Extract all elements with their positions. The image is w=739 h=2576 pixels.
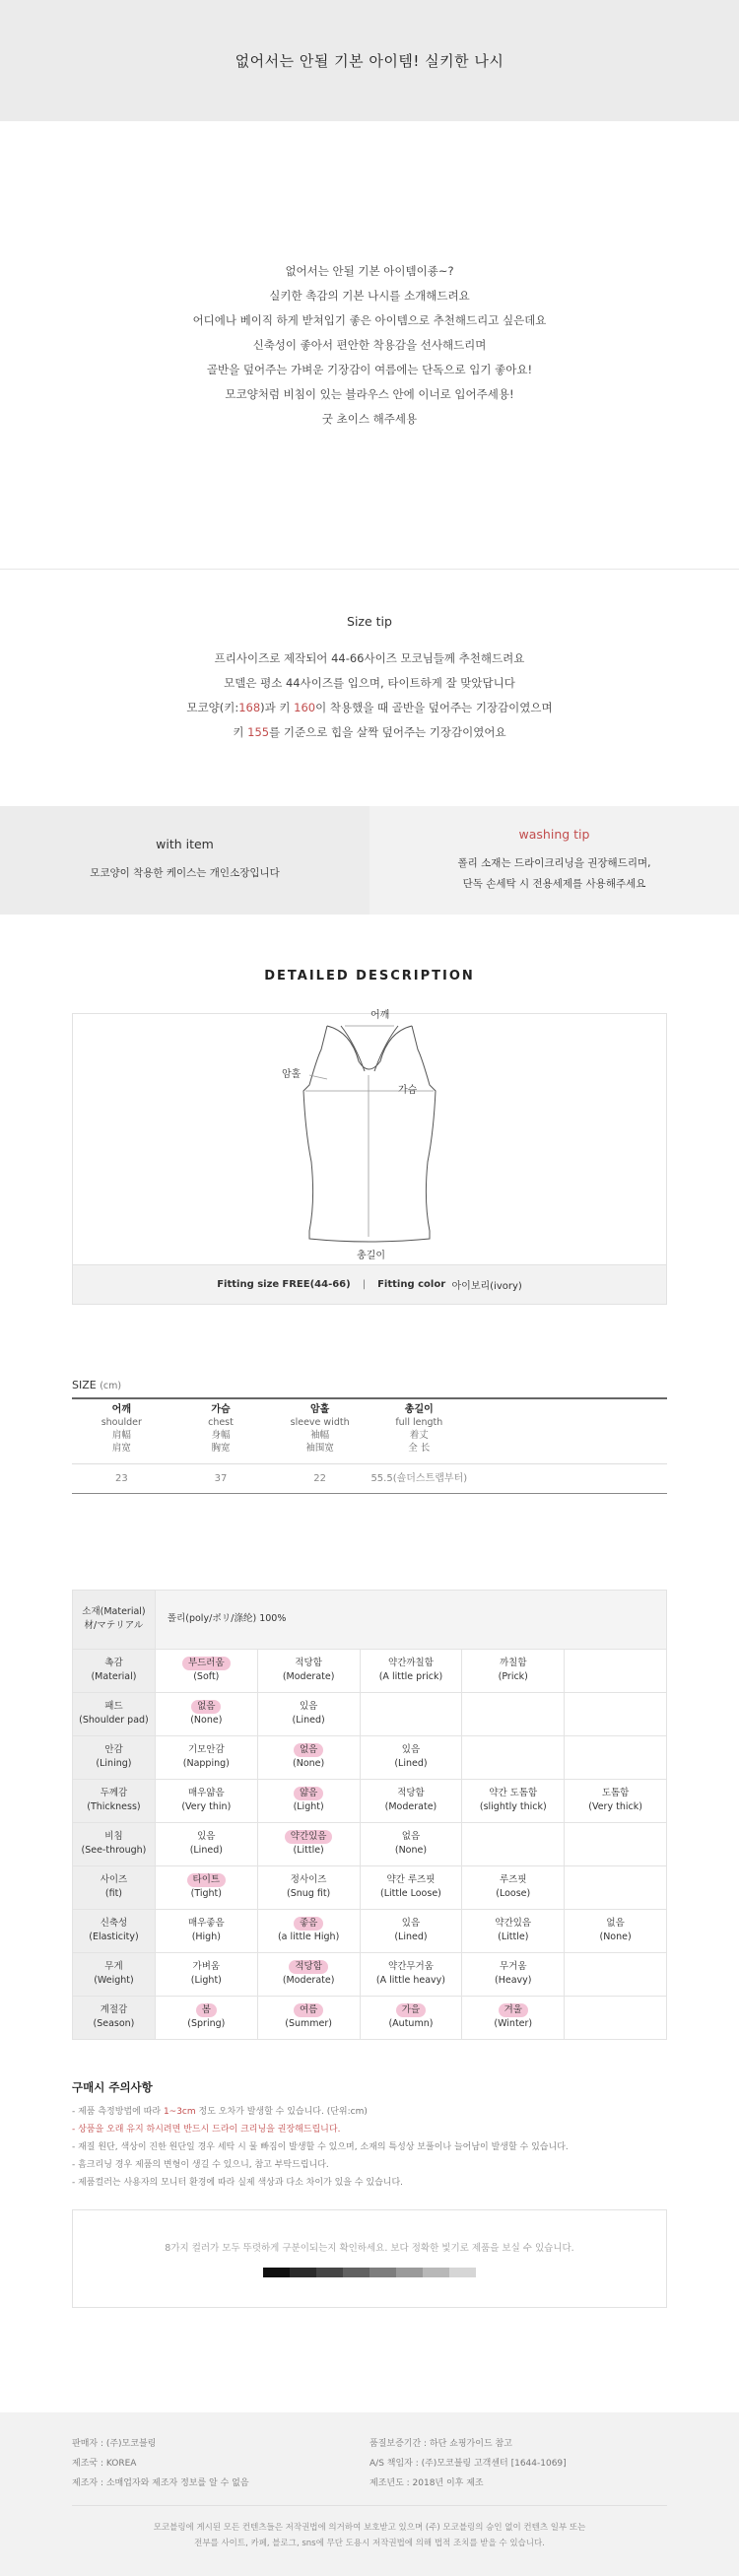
option-english: (Lined) <box>189 1845 223 1856</box>
option-cell <box>565 1909 667 1952</box>
row-label <box>73 1909 156 1952</box>
footer-info: A/S 책임자 : (주)모코블링 고객센터 [1644-1069] <box>370 2459 567 2469</box>
caution-item: - 제품컬러는 사용자의 모니터 환경에 따라 실제 색상과 다소 차이가 있을 수 있습니다. <box>72 2177 404 2188</box>
fitting-size-value: FREE(44-66) <box>282 1279 351 1290</box>
row-label <box>73 1779 156 1822</box>
size-header-cell <box>568 1398 667 1463</box>
intro-section <box>0 121 739 570</box>
size-header-ko: 어깨 <box>111 1404 131 1415</box>
option-cell <box>155 1779 257 1822</box>
color-check-note: 8가지 컬러가 모두 뚜렷하게 구분이되는지 확인하세요. 보다 정확한 빛기로 제품을 보실 수 있습니다. <box>165 2242 574 2254</box>
armhole-label: 암홀 <box>282 1069 302 1080</box>
option-cell <box>462 1649 565 1692</box>
intro-line: 없어서는 안될 기본 아이템이죵~? <box>285 263 454 278</box>
footer <box>0 2412 739 2576</box>
row-label-text: (fit) <box>104 1888 123 1899</box>
option-label: 무거움 <box>500 1961 527 1972</box>
material-label-jp: 材/マテリアル <box>84 1620 144 1631</box>
option-cell <box>565 1952 667 1996</box>
size-tip-section <box>0 570 739 806</box>
color-swatch <box>449 2268 476 2277</box>
option-english: (Tight) <box>190 1888 222 1899</box>
size-header-cell <box>171 1398 271 1463</box>
option-label: 정사이즈 <box>290 1874 327 1885</box>
option-cell <box>360 1649 462 1692</box>
size-header-ko: 가슴 <box>211 1404 231 1415</box>
color-swatch <box>263 2268 290 2277</box>
height-highlight: 160 <box>294 701 316 714</box>
size-header-jp: 全 长 <box>408 1443 431 1454</box>
row-label-text: 신축성 <box>100 1918 128 1929</box>
option-label: 있음 <box>197 1831 216 1842</box>
size-header-cell <box>72 1398 171 1463</box>
row-label-text: (Shoulder pad) <box>79 1715 149 1726</box>
size-header-en: shoulder <box>101 1417 142 1428</box>
option-cell <box>462 1952 565 1996</box>
option-cell <box>360 1952 462 1996</box>
size-value <box>568 1463 667 1493</box>
option-cell <box>462 1822 565 1865</box>
chest-label: 가슴 <box>398 1085 418 1096</box>
row-label-text: (Season) <box>93 2018 135 2029</box>
size-value: 22 <box>313 1472 326 1484</box>
row-label <box>73 1735 156 1779</box>
size-table-heading <box>72 1379 667 1391</box>
row-label-text: (Weight) <box>94 1975 134 1986</box>
option-cell <box>360 1909 462 1952</box>
selected-option-label: 봄 <box>196 2003 217 2017</box>
option-cell <box>155 1909 257 1952</box>
size-tip-line: 모델은 평소 44사이즈를 입으며, 타이트하게 잘 맞았답니다 <box>224 676 515 690</box>
option-cell <box>155 1996 257 2039</box>
option-english: (None) <box>293 1758 325 1769</box>
row-label <box>73 1822 156 1865</box>
size-value <box>469 1463 569 1493</box>
option-cell <box>360 1822 462 1865</box>
size-header-cell <box>370 1398 469 1463</box>
option-label: 기모안감 <box>187 1744 225 1755</box>
option-english: (Prick) <box>498 1671 528 1682</box>
option-cell <box>360 1865 462 1909</box>
washing-tip-line: 단독 손세탁 시 전용세제를 사용해주세요 <box>462 877 646 890</box>
size-tip-line: 프리사이즈로 제작되어 44-66사이즈 모코님들께 추천해드려요 <box>214 651 525 665</box>
washing-tip-panel <box>370 806 739 915</box>
size-table-value-row <box>72 1463 667 1493</box>
caution-heading: 구매시 주의사항 <box>72 2079 153 2094</box>
material-row <box>73 1909 667 1952</box>
option-label: 약간있음 <box>495 1918 532 1929</box>
option-label: 적당함 <box>397 1788 425 1798</box>
selected-option-label: 없음 <box>191 1700 221 1714</box>
option-cell <box>257 1952 360 1996</box>
material-row <box>73 1649 667 1692</box>
option-cell <box>565 1692 667 1735</box>
color-swatch <box>370 2268 396 2277</box>
option-cell <box>565 1996 667 2039</box>
separator: | <box>362 1279 367 1290</box>
intro-line: 신축성이 좋아서 편안한 착용감을 선사해드리며 <box>252 337 487 352</box>
size-table-header-row <box>72 1398 667 1463</box>
option-english: (Light) <box>190 1975 222 1986</box>
row-label-text: 비침 <box>104 1831 123 1842</box>
intro-line: 실키한 촉감의 기본 나시를 소개해드려요 <box>269 288 470 303</box>
size-tip-text: 키 <box>233 725 248 739</box>
row-label-text: 사이즈 <box>100 1874 128 1885</box>
copyright-line: 모코블링에 게시된 모든 컨텐츠들은 저작권법에 의거하여 보호받고 있으며 (주) 모코블링의 승인 없이 컨텐츠 일부 또는 <box>153 2523 586 2533</box>
row-label-text: 촉감 <box>104 1658 123 1668</box>
row-label-text: (Thickness) <box>87 1801 141 1812</box>
size-tip-text: 모코양(키: <box>186 701 239 714</box>
option-label: 루즈핏 <box>500 1874 527 1885</box>
option-cell <box>462 1996 565 2039</box>
footer-info: 판매자 : (주)모코블링 <box>72 2439 157 2449</box>
material-row <box>73 1590 667 1649</box>
selected-option-label: 여름 <box>294 2003 323 2017</box>
height-highlight: 168 <box>238 701 261 714</box>
option-cell <box>565 1735 667 1779</box>
row-label <box>73 1996 156 2039</box>
option-english: (Moderate) <box>384 1801 437 1812</box>
intro-line: 골반을 덮어주는 가벼운 기장감이 여름에는 단독으로 입기 좋아요! <box>206 362 533 376</box>
size-header-cn: 身幅 <box>211 1430 231 1441</box>
material-row <box>73 1692 667 1735</box>
option-label: 적당함 <box>295 1658 322 1668</box>
option-cell <box>565 1649 667 1692</box>
material-label-ko: 소재(Material) <box>82 1606 146 1617</box>
option-english: (Spring) <box>187 2018 226 2029</box>
fitting-size-label: Fitting size <box>217 1279 280 1290</box>
intro-line: 어디에나 베이직 하게 받쳐입기 좋은 아이템으로 추천해드리고 싶은데요 <box>192 312 547 327</box>
title-banner <box>0 0 739 121</box>
intro-line: 굿 초이스 해주세용 <box>321 411 418 426</box>
length-label: 총길이 <box>357 1251 385 1261</box>
material-row <box>73 1952 667 1996</box>
size-value: 23 <box>114 1472 128 1484</box>
footer-info: 품질보증기간 : 하단 쇼핑가이드 참고 <box>370 2439 512 2449</box>
option-english: (Soft) <box>193 1671 220 1682</box>
material-row <box>73 1735 667 1779</box>
copyright-notice <box>72 2505 667 2551</box>
intro-line: 모코양처럼 비침이 있는 블라우스 안에 이너로 입어주세용! <box>225 386 514 401</box>
option-label: 있음 <box>299 1701 318 1712</box>
option-cell <box>155 1735 257 1779</box>
option-english: (slightly thick) <box>479 1801 547 1812</box>
option-english: (Lined) <box>394 1758 428 1769</box>
material-row <box>73 1996 667 2039</box>
row-label-text: (Lining) <box>96 1758 132 1769</box>
size-tip-text: 를 기준으로 힙을 살짝 덮어주는 기장감이였어요 <box>269 725 506 739</box>
washing-tip-line: 폴리 소재는 드라이크리닝을 권장해드리며, <box>457 856 651 869</box>
row-label-text: 무게 <box>104 1961 123 1972</box>
selected-option-label: 겨울 <box>499 2003 528 2017</box>
size-header-cn: 肩幅 <box>111 1430 131 1441</box>
option-cell <box>155 1952 257 1996</box>
option-cell <box>155 1692 257 1735</box>
monitor-color-check <box>72 2209 667 2308</box>
color-swatch <box>343 2268 370 2277</box>
size-tip-text: 이 착용했을 때 골반을 덮어주는 기장감이였으며 <box>315 701 553 714</box>
option-english: (Loose) <box>496 1888 531 1899</box>
option-cell <box>462 1865 565 1909</box>
color-swatch <box>423 2268 449 2277</box>
option-english: (Very thin) <box>181 1801 232 1812</box>
option-english: (Very thick) <box>588 1801 642 1812</box>
caution-item <box>72 2103 667 2121</box>
option-cell <box>462 1909 565 1952</box>
option-label: 약간까칠함 <box>388 1658 434 1668</box>
info-band <box>0 806 739 915</box>
option-cell <box>360 1996 462 2039</box>
purchase-caution <box>72 2079 667 2192</box>
size-header-cn: 袖幅 <box>310 1430 330 1441</box>
option-cell <box>257 1996 360 2039</box>
option-label: 약간 도톰함 <box>489 1788 538 1798</box>
material-row <box>73 1865 667 1909</box>
row-label <box>73 1865 156 1909</box>
option-label: 약간무거움 <box>388 1961 434 1972</box>
size-header-en: full length <box>395 1417 443 1428</box>
height-highlight: 155 <box>247 725 270 739</box>
row-label-text: 패드 <box>104 1701 123 1712</box>
option-english: (Moderate) <box>282 1671 335 1682</box>
option-cell <box>257 1865 360 1909</box>
washing-tip-heading: washing tip <box>518 826 590 842</box>
size-title: SIZE <box>72 1379 97 1391</box>
option-english: (Summer) <box>285 2018 332 2029</box>
option-english: (Little) <box>293 1845 324 1856</box>
fit-diagram-box <box>72 1010 667 1305</box>
option-label: 없음 <box>401 1831 421 1842</box>
row-label <box>73 1692 156 1735</box>
color-swatch <box>316 2268 343 2277</box>
option-cell <box>360 1779 462 1822</box>
option-label: 까칠함 <box>500 1658 527 1668</box>
option-english: (Napping) <box>182 1758 230 1769</box>
row-label <box>73 1649 156 1692</box>
row-label <box>73 1952 156 1996</box>
row-label-text: (Material) <box>91 1671 137 1682</box>
size-header-cell <box>469 1398 569 1463</box>
option-english: (None) <box>599 1932 632 1942</box>
selected-option-label: 적당함 <box>289 1960 328 1974</box>
option-label: 있음 <box>401 1918 421 1929</box>
selected-option-label: 가을 <box>396 2003 426 2017</box>
option-cell <box>155 1865 257 1909</box>
option-cell <box>257 1779 360 1822</box>
option-english: (Moderate) <box>282 1975 335 1986</box>
option-cell <box>257 1822 360 1865</box>
footer-left <box>72 2434 370 2493</box>
option-cell <box>257 1692 360 1735</box>
size-header-jp: 袖围宽 <box>305 1443 334 1454</box>
size-unit: (cm) <box>100 1381 122 1391</box>
option-cell <box>565 1822 667 1865</box>
option-cell <box>462 1692 565 1735</box>
row-label-text: (Elasticity) <box>89 1932 139 1942</box>
option-cell <box>257 1735 360 1779</box>
size-value: 37 <box>214 1472 228 1484</box>
material-value: 폴리(poly/ポリ/涤纶) 100% <box>155 1590 666 1649</box>
option-label: 가벼움 <box>192 1961 221 1972</box>
option-english: (A little heavy) <box>375 1975 446 1986</box>
option-label: 있음 <box>401 1744 421 1755</box>
copyright-line: 전부를 사이트, 카페, 블로그, sns에 무단 도용시 저작권법에 의해 법적 조치를 받을 수 있습니다. <box>194 2539 545 2548</box>
caution-text: 정도 오차가 발생할 수 있습니다. (단위:cm) <box>195 2106 368 2117</box>
size-tip-line <box>233 720 505 745</box>
caution-item: - 상품을 오래 유지 하시려면 반드시 드라이 크리닝을 권장해드립니다. <box>72 2124 341 2135</box>
size-table <box>72 1397 667 1494</box>
size-header-cn: 着丈 <box>409 1430 429 1441</box>
detailed-description-title: DETAILED DESCRIPTION <box>264 969 475 983</box>
fitting-color-value: 아이보리(ivory) <box>451 1281 522 1292</box>
material-label <box>73 1590 156 1649</box>
size-header-ko: 암홀 <box>309 1404 330 1415</box>
with-item-heading: with item <box>156 837 214 851</box>
footer-columns <box>72 2412 667 2493</box>
garment-diagram <box>73 1014 668 1266</box>
caution-item: - 재질 원단, 색상이 진한 원단일 경우 세탁 시 물 빠짐이 발생할 수 있으며, 소재의 특성상 보풀이나 늘어남이 발생할 수 있습니다. <box>72 2141 569 2152</box>
size-tip-line <box>186 696 552 720</box>
color-swatch <box>290 2268 316 2277</box>
option-english: (Lined) <box>292 1715 325 1726</box>
option-cell <box>565 1779 667 1822</box>
size-header-jp: 胸宽 <box>211 1443 231 1454</box>
size-header-jp: 肩宽 <box>111 1443 131 1454</box>
option-english: (Little Loose) <box>380 1888 441 1899</box>
selected-option-label: 부드러움 <box>182 1657 231 1670</box>
size-tip-heading: Size tip <box>347 614 392 629</box>
row-label-text: 안감 <box>104 1744 123 1755</box>
footer-info: 제조자 : 소매업자와 제조자 정보를 알 수 없음 <box>72 2478 249 2488</box>
option-cell <box>360 1735 462 1779</box>
option-cell <box>360 1692 462 1735</box>
footer-right <box>370 2434 667 2493</box>
option-english: (High) <box>191 1932 221 1942</box>
size-header-ko: 총길이 <box>404 1404 434 1415</box>
option-label: 도톰함 <box>601 1788 630 1798</box>
option-label: 매우얇음 <box>187 1788 225 1798</box>
option-english: (None) <box>394 1845 428 1856</box>
option-english: (a little High) <box>277 1932 340 1942</box>
with-item-text: 모코양이 착용한 케이스는 개인소장입니다 <box>90 867 280 879</box>
option-english: (Autumn) <box>388 2018 434 2029</box>
selected-option-label: 얇음 <box>294 1787 323 1800</box>
row-label-text: (See-through) <box>81 1845 147 1856</box>
material-row <box>73 1779 667 1822</box>
option-cell <box>257 1909 360 1952</box>
row-label-text: 두께감 <box>100 1788 128 1798</box>
grayscale-swatches <box>263 2268 476 2277</box>
option-english: (Lined) <box>394 1932 428 1942</box>
option-english: (Snug fit) <box>287 1888 331 1899</box>
caution-text: - 제품 측정방법에 따라 <box>72 2106 164 2117</box>
shoulder-label: 어깨 <box>370 1010 390 1021</box>
option-label: 매우좋음 <box>187 1918 225 1929</box>
option-english: (A little prick) <box>378 1671 443 1682</box>
page-title: 없어서는 안될 기본 아이템! 실키한 나시 <box>235 52 504 70</box>
material-row <box>73 1822 667 1865</box>
footer-info: 제조국 : KOREA <box>72 2459 137 2469</box>
caution-highlight: 1~3cm <box>163 2106 196 2117</box>
selected-option-label: 타이트 <box>187 1873 227 1887</box>
option-cell <box>565 1865 667 1909</box>
color-swatch <box>396 2268 423 2277</box>
option-english: (Light) <box>293 1801 324 1812</box>
option-label: 약간 루즈핏 <box>386 1874 436 1885</box>
size-header-en: chest <box>208 1417 234 1428</box>
footer-info: 제조년도 : 2018년 이후 제조 <box>370 2478 484 2488</box>
option-english: (Winter) <box>494 2018 533 2029</box>
option-english: (Heavy) <box>495 1975 532 1986</box>
selected-option-label: 좋음 <box>294 1917 323 1931</box>
material-table <box>72 1590 667 2040</box>
option-english: (Little) <box>498 1932 529 1942</box>
size-header-en: sleeve width <box>290 1417 350 1428</box>
option-cell <box>462 1735 565 1779</box>
row-label-text: 계절감 <box>100 2004 128 2015</box>
selected-option-label: 없음 <box>294 1743 323 1757</box>
with-item-panel <box>0 806 370 915</box>
option-cell <box>155 1822 257 1865</box>
size-tip-text: )과 키 <box>260 701 295 714</box>
option-label: 없음 <box>606 1918 625 1929</box>
option-cell <box>155 1649 257 1692</box>
option-cell <box>257 1649 360 1692</box>
size-value: 55.5(숄더스트랩부터) <box>370 1472 468 1484</box>
fitting-color-label: Fitting color <box>377 1279 446 1290</box>
caution-item: - 흠크리닝 경우 제품의 변형이 생길 수 있으니, 참고 부탁드립니다. <box>72 2159 329 2170</box>
selected-option-label: 약간있음 <box>285 1830 333 1844</box>
option-english: (None) <box>190 1715 223 1726</box>
size-header-cell <box>270 1398 370 1463</box>
fitting-info-bar <box>73 1264 666 1304</box>
option-cell <box>462 1779 565 1822</box>
